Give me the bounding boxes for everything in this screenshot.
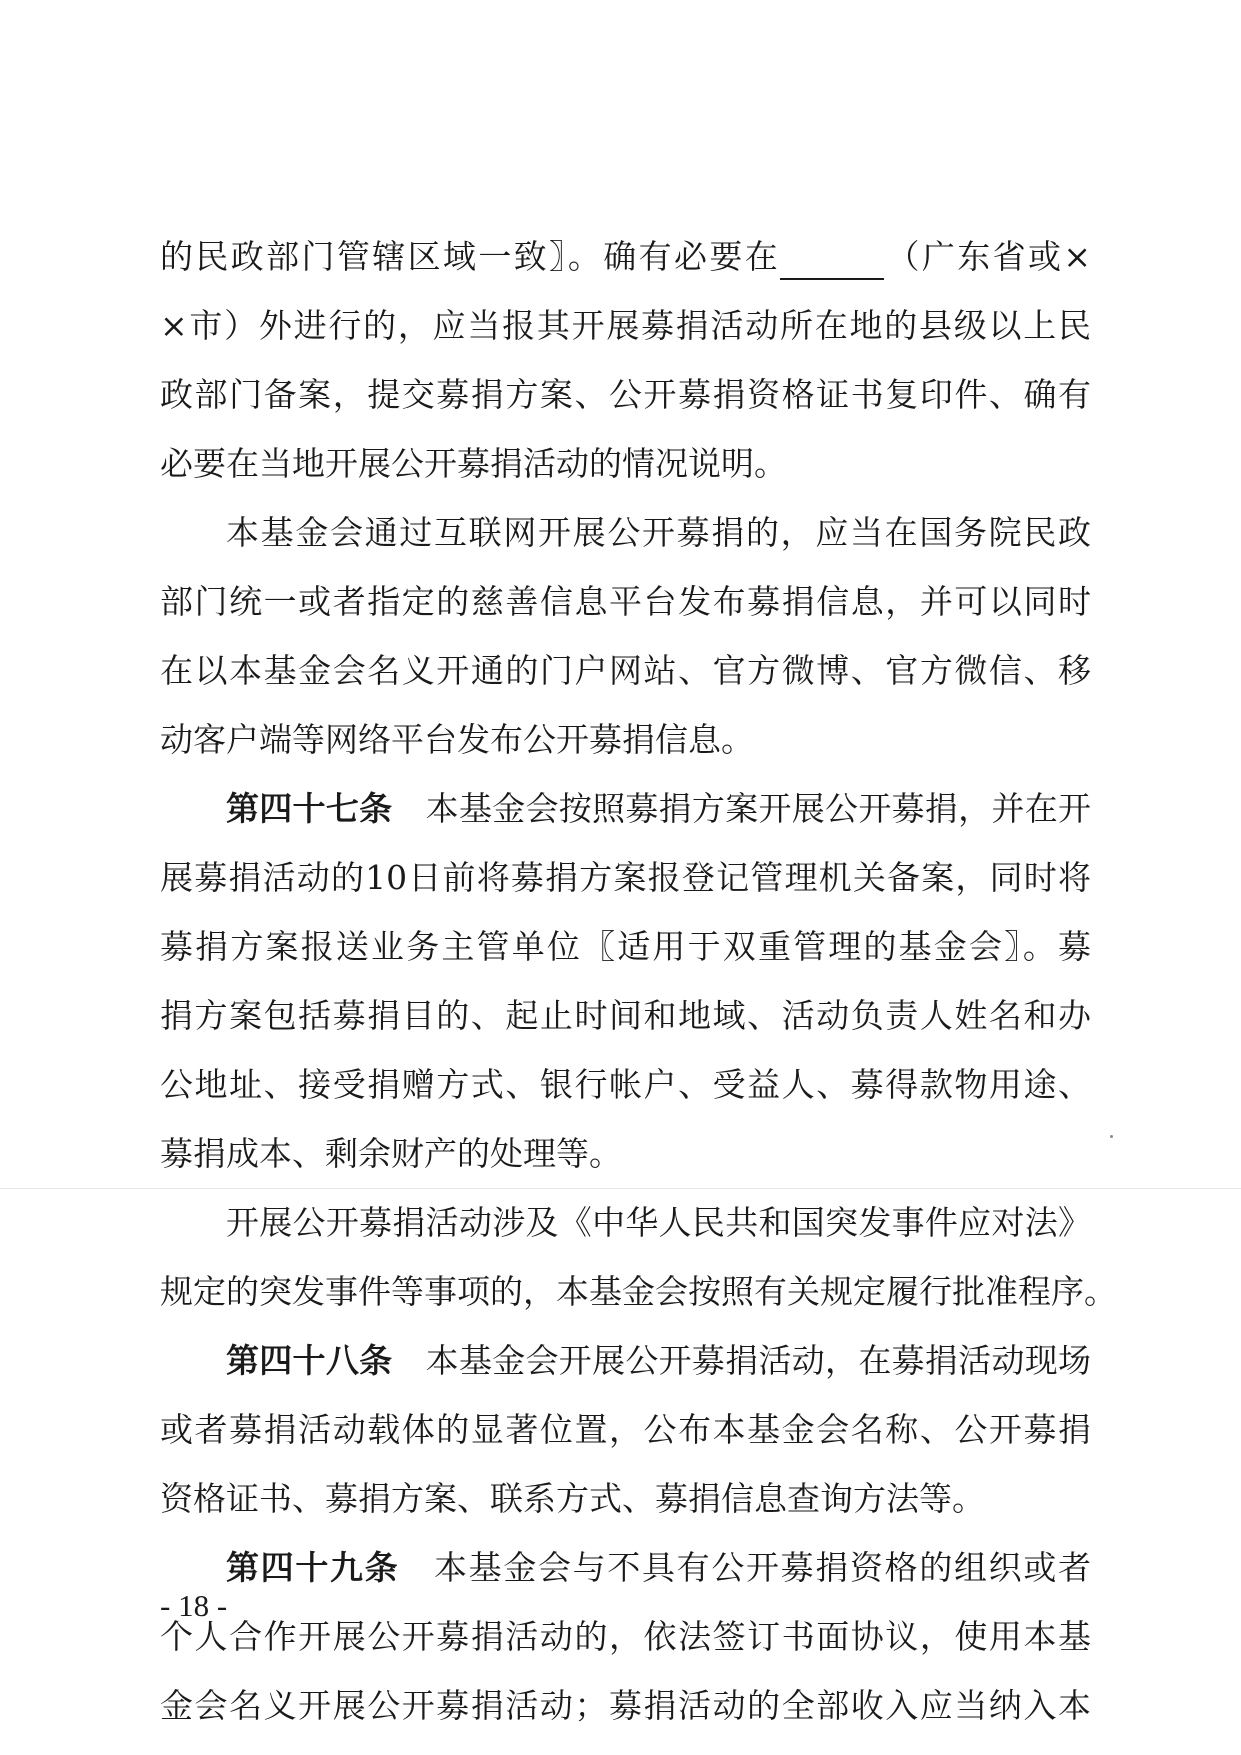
text-segment: 本基金会开展公开募捐活动，在募捐活动现场	[425, 1341, 1092, 1380]
text-segment: 本基金会与不具有公开募捐资格的组织或者	[432, 1548, 1092, 1587]
text-line: 募捐方案报送业务主管单位〖适用于双重管理的基金会〗。募	[160, 927, 1091, 966]
text-segment: 的民政部门管辖区域一致〗。确有必要在	[160, 237, 781, 276]
text-line	[160, 1326, 1091, 1395]
text-line: ×市）外进行的，应当报其开展募捐活动所在地的县级以上民	[160, 306, 1091, 345]
text-line	[160, 1533, 1091, 1602]
article-title: 第四十九条	[226, 1548, 400, 1587]
text-line: 开展公开募捐活动涉及《中华人民共和国突发事件应对法》	[226, 1203, 1091, 1242]
text-line: 政部门备案，提交募捐方案、公开募捐资格证书复印件、确有	[160, 375, 1091, 414]
text-line: 动客户端等网络平台发布公开募捐信息。	[160, 720, 754, 759]
text-line	[160, 222, 1091, 291]
text-line: 资格证书、募捐方案、联系方式、募捐信息查询方法等。	[160, 1479, 985, 1518]
text-line: 捐方案包括募捐目的、起止时间和地域、活动负责人姓名和办	[160, 996, 1091, 1035]
fill-in-blank	[780, 238, 884, 280]
text-line: 必要在当地开展公开募捐活动的情况说明。	[160, 444, 787, 483]
text-line	[160, 774, 1091, 843]
text-line: 公地址、接受捐赠方式、银行帐户、受益人、募得款物用途、	[160, 1065, 1091, 1104]
text-line: 在以本基金会名义开通的门户网站、官方微博、官方微信、移	[160, 651, 1091, 690]
text-line: 展募捐活动的10日前将募捐方案报登记管理机关备案，同时将	[160, 858, 1091, 897]
scan-artifact-dot	[1110, 1135, 1113, 1138]
text-line: 本基金会通过互联网开展公开募捐的，应当在国务院民政	[226, 513, 1091, 552]
text-line: 金会名义开展公开募捐活动；募捐活动的全部收入应当纳入本	[160, 1686, 1091, 1725]
text-line: 个人合作开展公开募捐活动的，依法签订书面协议，使用本基	[160, 1617, 1091, 1656]
text-line: 规定的突发事件等事项的，本基金会按照有关规定履行批准程序。	[160, 1272, 1117, 1311]
article-title: 第四十七条	[226, 789, 393, 828]
text-line: 或者募捐活动载体的显著位置，公布本基金会名称、公开募捐	[160, 1410, 1091, 1449]
text-line: 部门统一或者指定的慈善信息平台发布募捐信息，并可以同时	[160, 582, 1091, 621]
text-segment: 本基金会按照募捐方案开展公开募捐，并在开	[425, 789, 1092, 828]
body-text	[160, 222, 1117, 1740]
scan-artifact-line	[0, 1188, 1241, 1189]
text-segment: （广东省或×	[884, 237, 1092, 276]
page-number: - 18 -	[160, 1588, 228, 1623]
text-line: 募捐成本、剩余财产的处理等。	[160, 1134, 622, 1173]
article-title: 第四十八条	[226, 1341, 393, 1380]
